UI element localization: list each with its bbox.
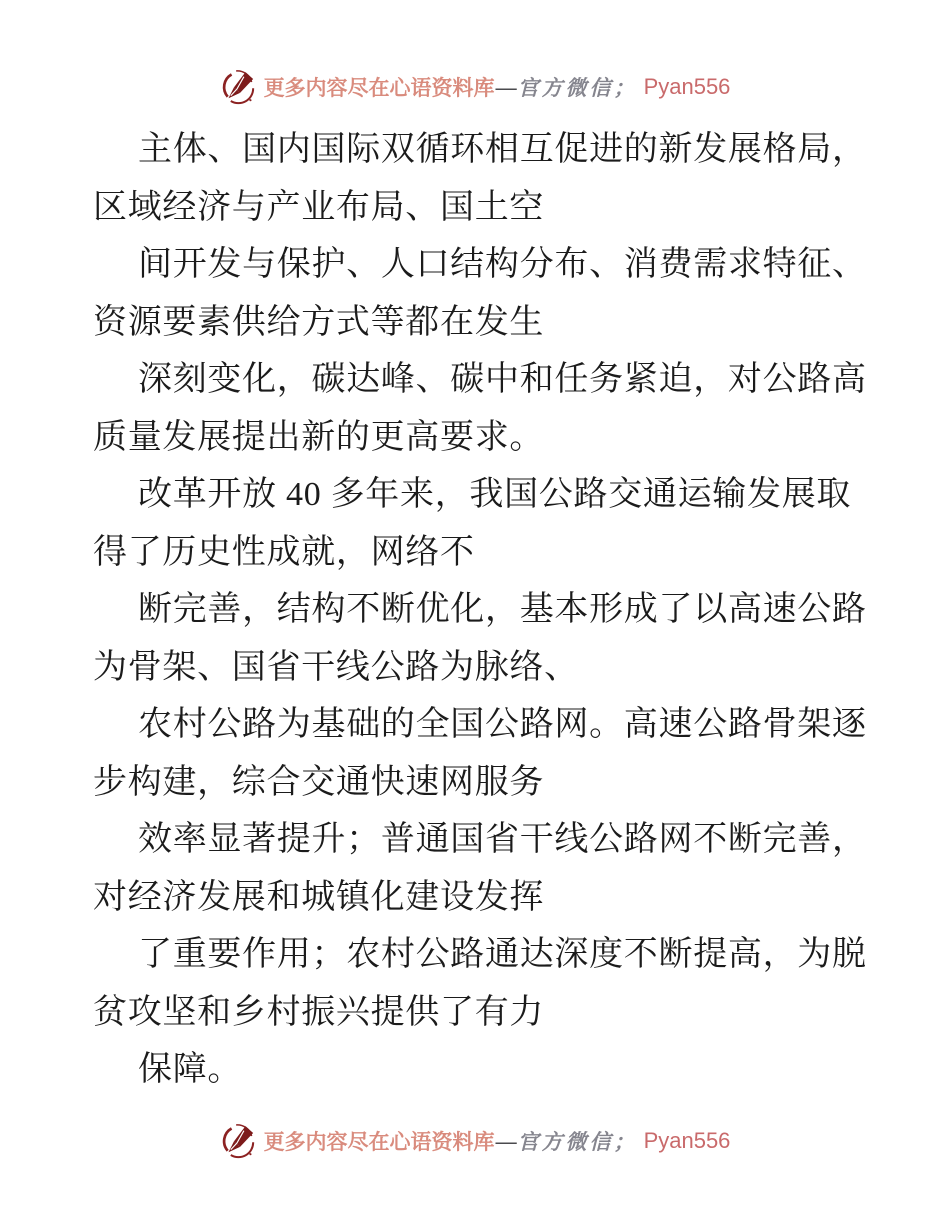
text-line: 效率显著提升；普通国省干线公路网不断完善， [138,821,867,858]
text-line: 步构建，综合交通快速网服务 [93,763,545,801]
text-line: 断完善，结构不断优化，基本形成了以高速公路 [138,591,867,628]
brand-tagline: 更多内容尽在心语资料库 [263,1130,495,1154]
wechat-label: 官方微信； [517,1130,638,1154]
wechat-id: Pyan556 [643,74,731,99]
text-line: 资源要素供给方式等都在发生 [93,303,545,341]
text-line: 贫攻坚和乡村振兴提供了有力 [93,993,545,1031]
text-line: 农村公路为基础的全国公路网。高速公路骨架逐 [138,706,867,743]
text-line: 间开发与保护、人口结构分布、消费需求特征、 [138,246,867,283]
text-line: 深刻变化，碳达峰、碳中和任务紧迫，对公路高 [138,361,867,398]
text-line: 为骨架、国省干线公路为脉络、 [93,648,579,686]
text-line: 区域经济与产业布局、国土空 [93,188,545,226]
footer-watermark [0,1118,950,1164]
header-watermark [0,64,950,110]
text-line: 了重要作用；农村公路通达深度不断提高，为脱 [138,936,867,973]
wechat-id: Pyan556 [643,1128,731,1153]
brand-dash: — [495,74,517,99]
brand-dash: — [495,1128,517,1153]
text-line: 得了历史性成就，网络不 [93,533,475,571]
pen-nib-circle-logo-icon [220,1121,257,1162]
text-line: 质量发展提出新的更高要求。 [93,418,545,456]
text-line: 改革开放 40 多年来，我国公路交通运输发展取 [138,476,852,513]
document-body [93,121,870,1099]
wechat-label: 官方微信； [517,76,638,100]
text-line: 对经济发展和城镇化建设发挥 [93,878,545,916]
pen-nib-circle-logo-icon [220,67,257,108]
text-line: 保障。 [138,1051,243,1088]
brand-tagline: 更多内容尽在心语资料库 [263,76,495,100]
text-line: 主体、国内国际双循环相互促进的新发展格局， [138,131,867,168]
